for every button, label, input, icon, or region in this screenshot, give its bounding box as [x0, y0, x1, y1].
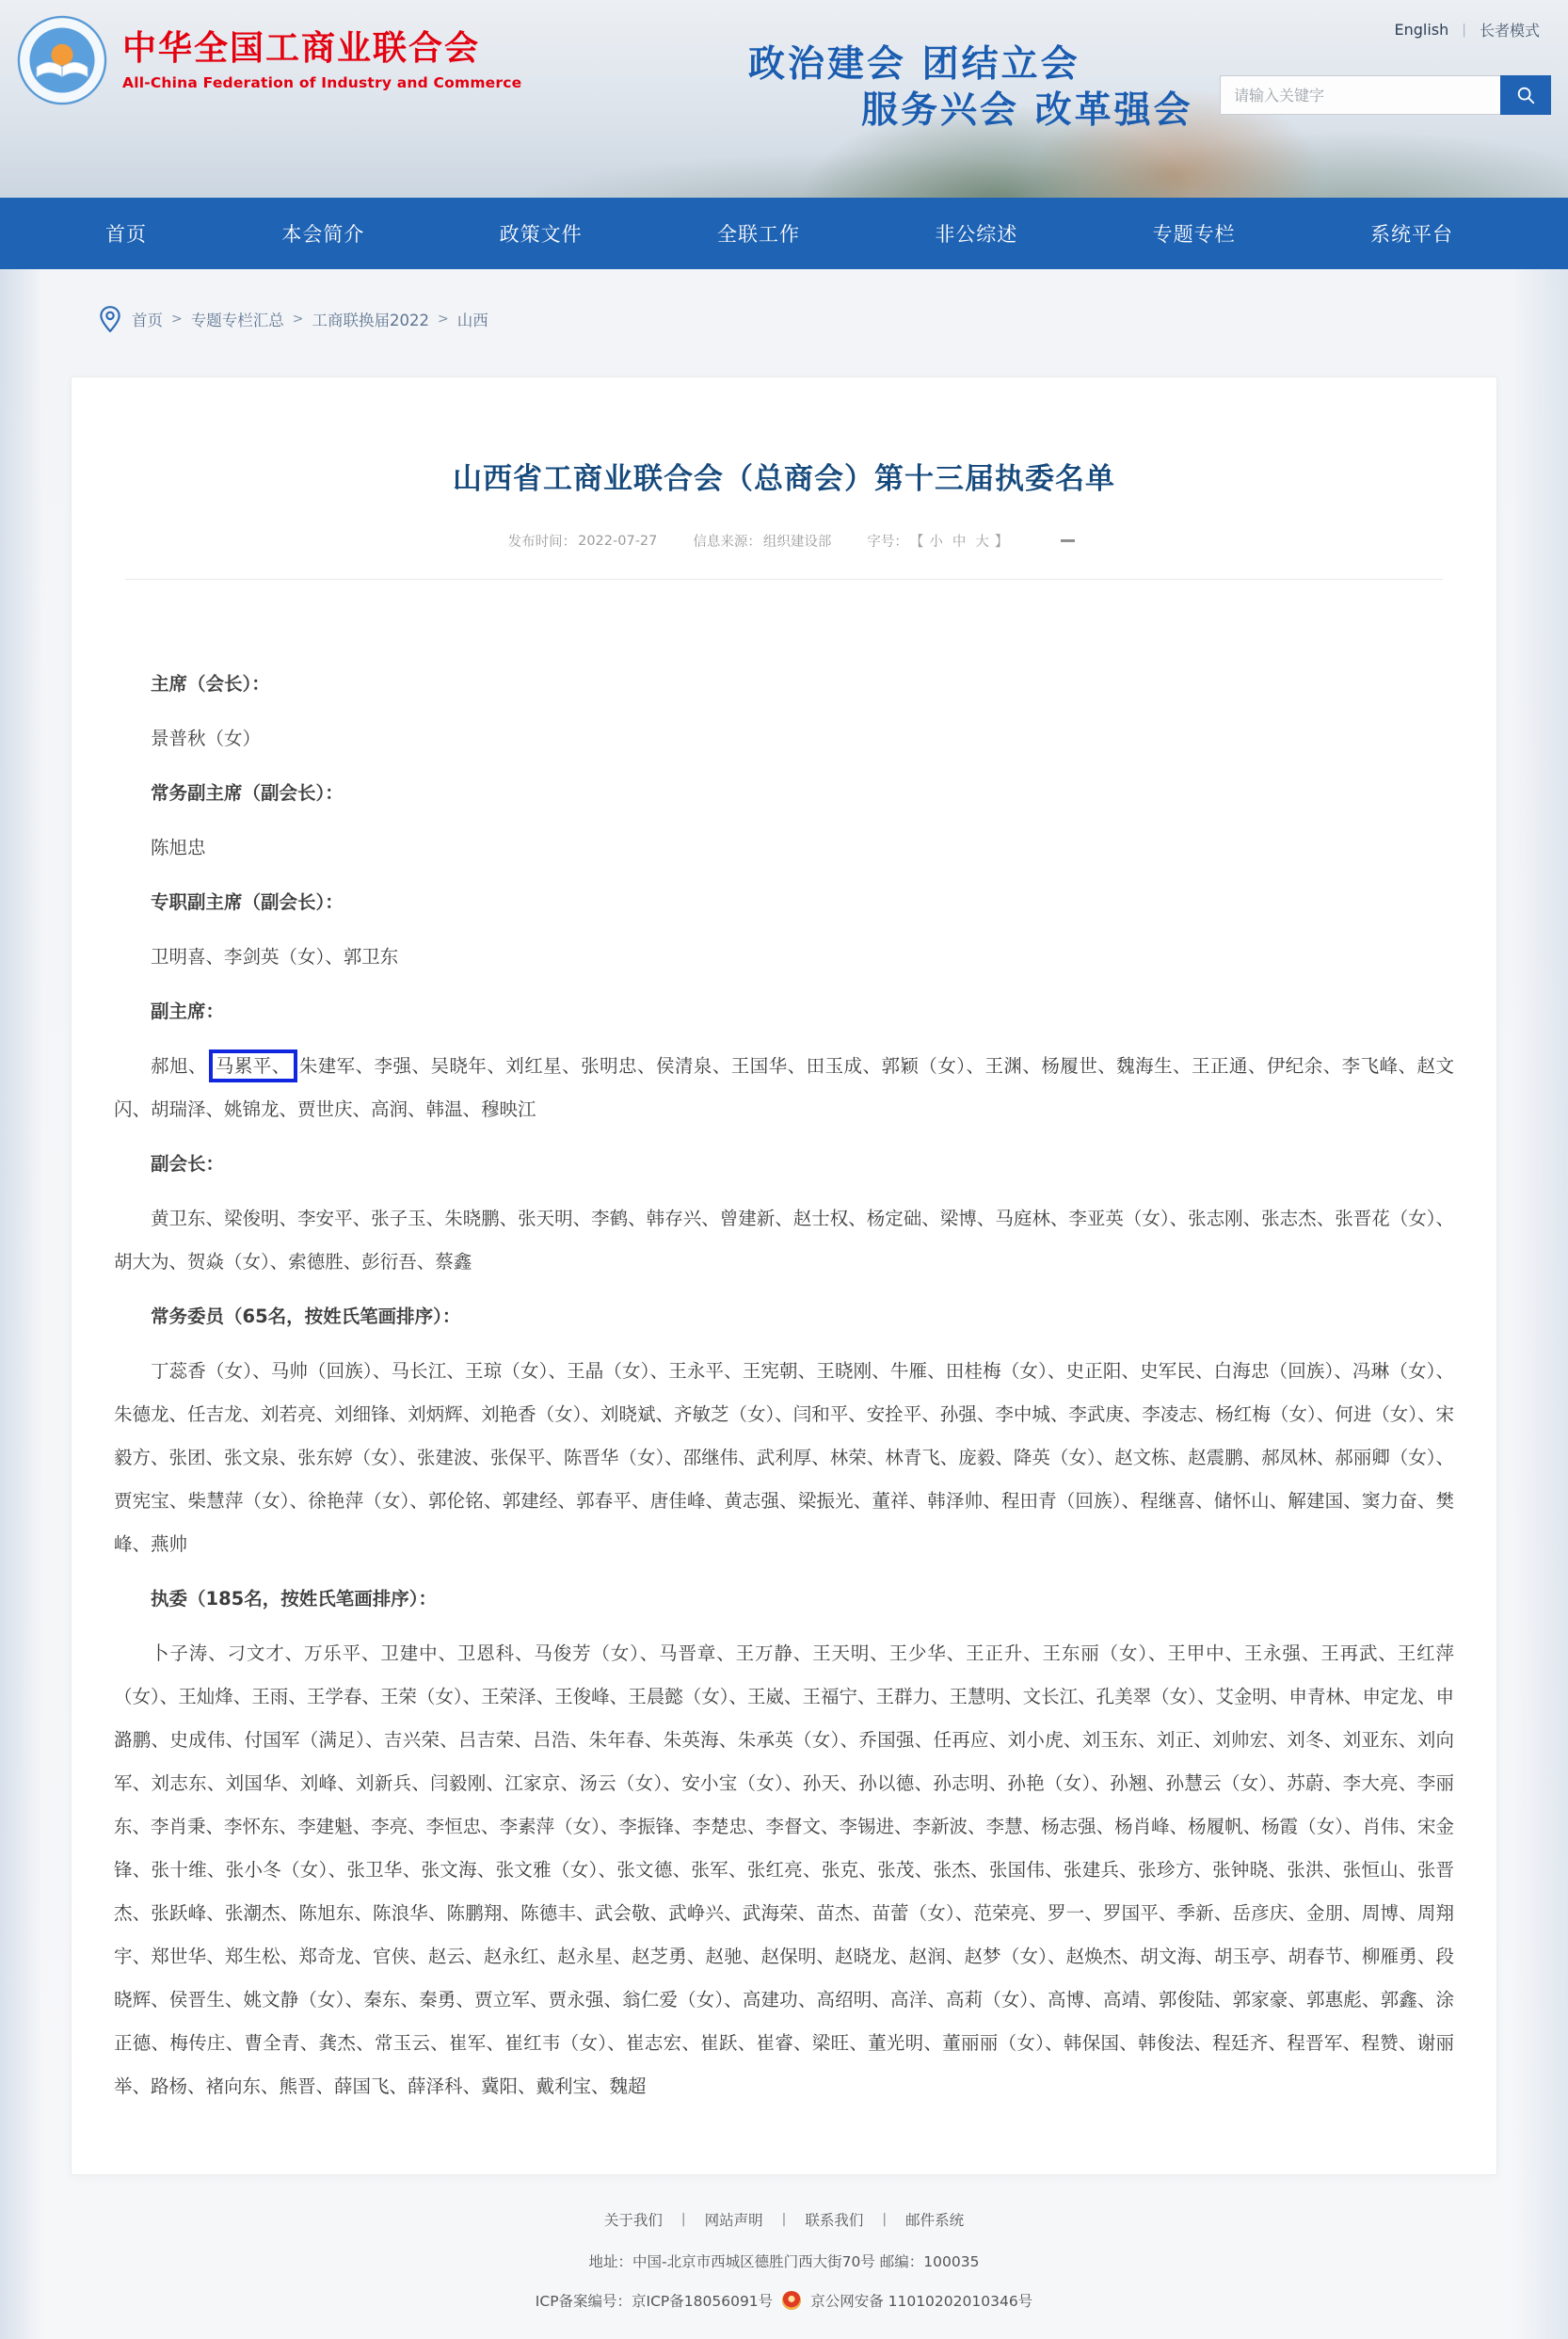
slogan-line-2: 服务兴会 改革强会	[861, 88, 1193, 132]
print-icon[interactable]	[1061, 539, 1075, 542]
footer-links	[0, 2209, 1568, 2230]
police-badge-icon	[782, 2291, 801, 2310]
footer-link-separator: |	[680, 2212, 686, 2227]
publish-time-value: 2022-07-27	[578, 533, 658, 549]
vice-chairman-names-before: 郝旭、	[151, 1055, 207, 1077]
info-source-label: 信息来源：	[693, 535, 761, 550]
publish-time-label: 发布时间：	[507, 535, 577, 550]
org-name-cn: 中华全国工商业联合会	[122, 28, 481, 68]
breadcrumb-trail	[132, 308, 488, 330]
footer-link-about[interactable]: 关于我们	[603, 2212, 663, 2229]
section-heading-fulltime-vice-chairman: 专职副主席（副会长）：	[151, 891, 344, 913]
section-names-executive-committee: 卜子涛、刁文才、万乐平、卫建中、卫恩科、马俊芳（女）、马晋章、王万静、王天明、王少华、王正升、王东丽（女）、王甲中、王永强、王再武、王红萍（女）、王灿烽、王雨、王学春、王荣（女）、王荣泽、王俊峰、王晨懿（女）、王崴、王福宁、王群力、王慧明、文长江、孔美翠（女）、艾金明、申青林、申定龙、申潞鹏、史成伟、付国军（满足）、吉兴荣、吕吉荣、吕浩、朱年春、朱英海、朱承英（女）、乔国强、任再应、刘小虎、刘玉东、刘正、刘帅宏、刘冬、刘亚东、刘向军、刘志东、刘国华、刘峰、刘新兵、闫毅刚、江家京、汤云（女）、安小宝（女）、孙天、孙以德、孙志明、孙艳（女）、孙翘、孙慧云（女）、苏蔚、李大亮、李丽东、李肖秉、李怀东、李建魁、李亮、李恒忠、李素萍（女）、李振锋、李楚忠、李督文、李锡进、李新波、李慧、杨志强、杨肖峰、杨履帆、杨霞（女）、肖伟、宋金锋、张十维、张小冬（女）、张卫华、张文海、张文雅（女）、张文德、张军、张红亮、张克、张茂、张杰、张国伟、张建兵、张珍方、张钟晓、张洪、张恒山、张晋杰、张跃峰、张潮杰、陈旭东、陈浪华、陈鹏翔、陈德丰、武会敬、武峥兴、武海荣、苗杰、苗蕾（女）、范荣亮、罗一、罗国平、季新、岳彦庆、金朋、周博、周翔宇、郑世华、郑生松、郑奇龙、官侠、赵云、赵永红、赵永星、赵芝勇、赵驰、赵保明、赵晓龙、赵润、赵梦（女）、赵焕杰、胡文海、胡玉亭、胡春节、柳雁勇、段晓辉、侯晋生、姚文静（女）、秦东、秦勇、贾立军、贾永强、翁仁爱（女）、高建功、高绍明、高洋、高莉（女）、高博、高靖、郭俊陆、郭家豪、郭惠彪、郭鑫、涂正德、梅传庄、曹全青、龚杰、常玉云、崔军、崔红韦（女）、崔志宏、崔跃、崔睿、梁旺、董光明、董丽丽（女）、韩保国、韩俊法、程廷齐、程晋军、程赞、谢丽举、路杨、褚向东、熊晋、薛国飞、薛泽科、冀阳、戴利宝、魏超	[114, 1642, 1454, 2097]
english-link[interactable]: English	[1394, 21, 1449, 39]
article-meta	[114, 531, 1454, 551]
acfic-emblem-icon	[17, 15, 107, 105]
font-size-large-button[interactable]: 大	[975, 535, 989, 550]
breadcrumb-separator: >	[171, 312, 183, 327]
info-source-value: 组织建设部	[762, 535, 832, 550]
slogan-line-1: 政治建会 团结立会	[748, 43, 1080, 86]
section-names-standing-committee: 丁蕊香（女）、马帅（回族）、马长江、王琼（女）、王晶（女）、王永平、王宪朝、王晓刚、牛雁、田桂梅（女）、史正阳、史军民、白海忠（回族）、冯琳（女）、朱德龙、任吉龙、刘若亮、刘细锋、刘炳辉、刘艳香（女）、刘晓斌、齐敏芝（女）、闫和平、安拴平、孙强、李中城、李武庚、李凌志、杨红梅（女）、何进（女）、宋毅方、张团、张文泉、张东婷（女）、张建波、张保平、陈晋华（女）、邵继伟、武利厚、林荣、林青飞、庞毅、降英（女）、赵文栋、赵震鹏、郝凤林、郝丽卿（女）、贾宪宝、柴慧萍（女）、徐艳萍（女）、郭伦铭、郭建经、郭春平、唐佳峰、黄志强、梁振光、董祥、韩泽帅、程田青（回族）、程继喜、储怀山、解建国、窦力奋、樊峰、燕帅	[114, 1360, 1454, 1555]
search-input[interactable]	[1220, 75, 1500, 115]
section-names-fulltime-vice-chairman: 卫明喜、李剑英（女）、郭卫东	[151, 946, 399, 968]
search-button[interactable]	[1500, 75, 1551, 115]
font-size-label: 字号：	[867, 535, 908, 550]
breadcrumb-item-election-2022[interactable]: 工商联换届2022	[312, 312, 429, 329]
font-size-medium-button[interactable]: 中	[952, 535, 967, 550]
font-size-control	[867, 531, 1008, 551]
footer-link-mail-system[interactable]: 邮件系统	[905, 2212, 965, 2229]
section-heading-vice-chairman: 副主席：	[151, 1001, 225, 1022]
section-heading-standing-committee: 常务委员（65名，按姓氏笔画排序）：	[151, 1306, 461, 1327]
breadcrumb	[100, 305, 1568, 333]
links-separator: |	[1462, 22, 1466, 38]
section-names-vice-chairman	[114, 1045, 1454, 1131]
nav-item-special[interactable]: 专题专栏	[1152, 223, 1236, 246]
section-heading-executive-vice-chairman: 常务副主席（副会长）：	[151, 782, 344, 804]
breadcrumb-separator: >	[437, 312, 449, 327]
nav-item-nonpublic[interactable]: 非公综述	[935, 223, 1018, 246]
section-heading-chairman: 主席（会长）：	[151, 673, 270, 695]
footer-address: 地址：中国-北京市西城区德胜门西大街70号 邮编：100035	[588, 2253, 980, 2270]
site-search	[1220, 75, 1551, 115]
org-names	[122, 29, 521, 91]
breadcrumb-item-special-columns[interactable]: 专题专栏汇总	[190, 312, 284, 329]
site-header	[0, 0, 1568, 198]
section-heading-vice-president: 副会长：	[151, 1153, 225, 1175]
location-pin-icon	[100, 306, 120, 332]
font-size-small-button[interactable]: 小	[929, 535, 943, 550]
breadcrumb-separator: >	[292, 312, 304, 327]
footer-link-contact[interactable]: 联系我们	[805, 2212, 864, 2229]
nav-item-platform[interactable]: 系统平台	[1369, 223, 1453, 246]
nav-item-policy[interactable]: 政策文件	[499, 223, 583, 246]
footer-registration	[0, 2290, 1568, 2311]
article-card	[71, 376, 1497, 2175]
footer-link-separator: |	[882, 2212, 888, 2227]
site-footer	[0, 2209, 1568, 2311]
breadcrumb-item-home[interactable]: 首页	[132, 312, 163, 329]
info-source	[693, 531, 831, 551]
icp-number: ICP备案编号：京ICP备18056091号	[535, 2293, 774, 2310]
main-nav	[0, 198, 1568, 269]
vice-chairman-names-after: 朱建军、李强、吴晓年、刘红星、张明忠、侯清泉、王国华、田玉成、郭颖（女）、王渊、杨履世、魏海生、王正通、伊纪余、李飞峰、赵文闪、胡瑞泽、姚锦龙、贾世庆、高润、韩温、穆映江	[114, 1055, 1454, 1120]
nav-item-home[interactable]: 首页	[105, 223, 147, 246]
font-size-bracket-open: 【	[909, 535, 924, 550]
breadcrumb-item-shanxi[interactable]: 山西	[456, 312, 488, 329]
elder-mode-link[interactable]: 长者模式	[1479, 22, 1540, 40]
section-names-chairman: 景普秋（女）	[151, 728, 262, 749]
police-registration-link[interactable]: 京公网安备 11010202010346号	[810, 2293, 1033, 2310]
section-names-executive-vice-chairman: 陈旭忠	[151, 837, 206, 858]
nav-item-work[interactable]: 全联工作	[716, 223, 800, 246]
highlighted-name-box: 马累平、	[209, 1049, 297, 1082]
publish-time	[508, 531, 658, 551]
section-names-vice-president: 黄卫东、梁俊明、李安平、张子玉、朱晓鹏、张天明、李鹤、韩存兴、曾建新、赵士权、杨定础、梁博、马庭林、李亚英（女）、张志刚、张志杰、张晋花（女）、胡大为、贺焱（女）、索德胜、彭衍吾、蔡鑫	[114, 1208, 1454, 1273]
font-size-bracket-close: 】	[994, 535, 1009, 550]
site-logo[interactable]	[17, 15, 521, 105]
org-name-en: All-China Federation of Industry and Commerce	[122, 74, 522, 92]
search-icon	[1515, 85, 1536, 105]
nav-item-about[interactable]: 本会简介	[281, 223, 365, 246]
footer-link-statement[interactable]: 网站声明	[704, 2212, 763, 2229]
header-slogan	[748, 43, 1193, 134]
section-heading-executive-committee: 执委（185名，按姓氏笔画排序）：	[151, 1588, 437, 1610]
footer-link-separator: |	[781, 2212, 787, 2227]
header-utility-links	[1394, 19, 1540, 40]
article-body	[114, 663, 1454, 2108]
article-title: 山西省工商业联合会（总商会）第十三届执委名单	[453, 462, 1115, 496]
title-divider	[125, 579, 1443, 580]
